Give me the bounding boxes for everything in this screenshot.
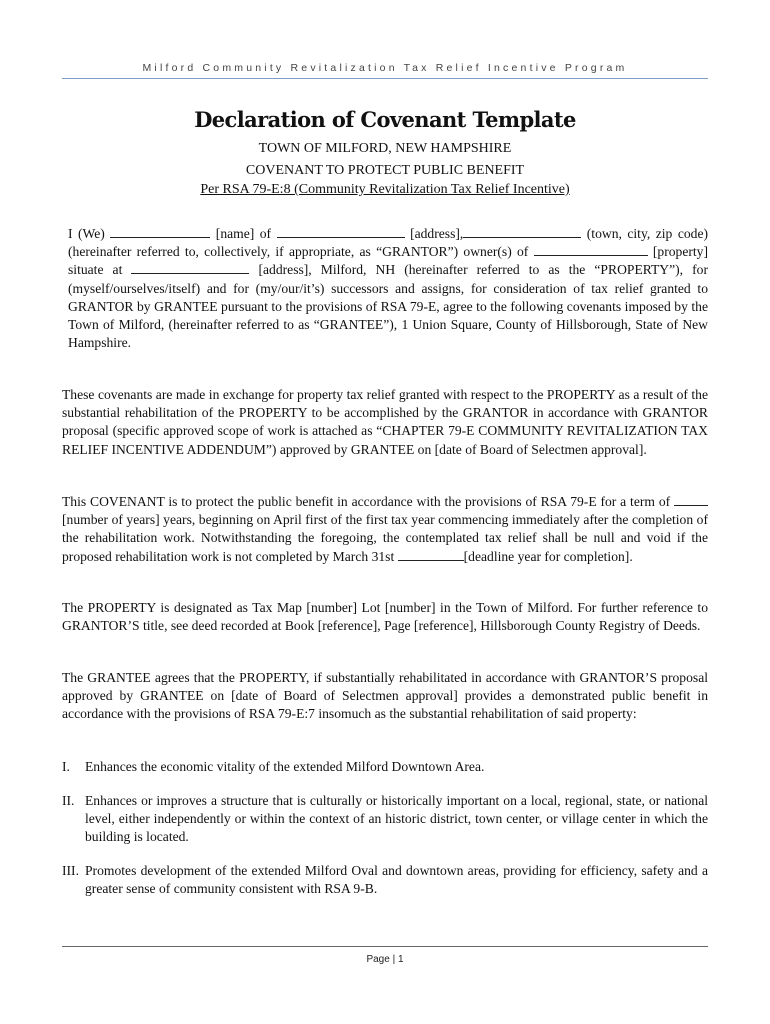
list-item-number: III. — [62, 863, 79, 878]
paragraph-grantor — [68, 225, 708, 352]
address-blank — [277, 225, 405, 238]
years-blank — [674, 493, 708, 506]
list-item — [62, 758, 708, 778]
town-blank — [463, 225, 581, 238]
paragraph-tax-map: The PROPERTY is designated as Tax Map [number] Lot [number] in the Town of Milford. For further reference to GRANTOR’S title, see deed recorded at Book [reference], Page [reference], Hillsborough County Registry of Deeds. — [62, 600, 708, 634]
list-item-number: II. — [62, 793, 75, 808]
paragraph-covenant-term — [62, 493, 708, 566]
subtitle-covenant: COVENANT TO PROTECT PUBLIC BENEFIT — [245, 163, 525, 178]
list-item-number: I. — [62, 759, 70, 774]
name-blank — [110, 225, 210, 238]
list-item — [62, 862, 708, 900]
p3-part-a: This COVENANT is to protect the public benefit in accordance with the provisions of RSA 79-E for a term of — [62, 494, 671, 509]
header-divider — [62, 78, 708, 79]
p1-part-c: [address], — [410, 226, 464, 241]
p1-part-b: [name] of — [215, 226, 272, 241]
property-address-blank — [131, 261, 249, 274]
list-item-text: Enhances or improves a structure that is culturally or historically important on a local, regional, state, or national level, either independently or within the context of an historic district, town center, or village center in which the building is located. — [85, 793, 708, 845]
subtitle-town: TOWN OF MILFORD, NEW HAMPSHIRE — [258, 141, 512, 156]
p1-part-e: [property] situate at — [68, 244, 708, 278]
list-item — [62, 792, 708, 848]
p1-part-f: [address], Milford, NH (hereinafter referred to as the “PROPERTY”), for (myself/ourselves/itself) and for (my/our/it’s) successors and assigns, for consideration of tax relief granted to GRANTOR by GRANTEE pursuant to the provisions of RSA 79-E, agree to the following covenants imposed by the Town of Milford, (hereinafter referred to as “GRANTEE”), 1 Union Square, County of Hillsborough, State of New Hampshire. — [68, 262, 708, 351]
deadline-blank — [398, 548, 464, 561]
paragraph-grantee-agrees: The GRANTEE agrees that the PROPERTY, if substantially rehabilitated in accordance with GRANTOR’S proposal approved by GRANTEE on [date of Board of Selectmen approval] provides a demonstrated public benefit in accordance with the provisions of RSA 79-E:7 insomuch as the substantial rehabilitation of said property: — [62, 670, 708, 722]
paragraph-covenants-exchange: These covenants are made in exchange for property tax relief granted with respect to the PROPERTY as a result of the substantial rehabilitation of the PROPERTY to be accomplished by the GRANTOR in accordance with GRANTOR proposal (specific approved scope of work is attached as “CHAPTER 79-E COMMUNITY REVITALIZATION TAX RELIEF INCENTIVE ADDENDUM”) approved by GRANTEE on [date of Board of Selectmen approval]. — [62, 387, 708, 457]
page-number: Page | 1 — [366, 954, 404, 965]
p1-part-a: I (We) — [68, 226, 105, 241]
list-item-text: Promotes development of the extended Milford Oval and downtown areas, providing for efficiency, safety and a greater sense of community consistent with RSA 9-B. — [85, 863, 708, 897]
p3-part-c: [deadline year for completion]. — [463, 548, 633, 564]
document-title: Declaration of Covenant Template — [194, 107, 576, 132]
subtitle-statute: Per RSA 79-E:8 (Community Revitalization Tax Relief Incentive) — [200, 182, 570, 197]
running-header: Milford Community Revitalization Tax Relief Incentive Program — [142, 62, 628, 74]
p1-part-d: (town, city, zip code) (hereinafter referred to, collectively, if appropriate, as “GRANTOR”) owner(s) of — [68, 226, 709, 260]
p3-part-b: [number of years] years, beginning on April first of the first tax year commencing immediately after the completion of the rehabilitation work. Notwithstanding the foregoing, the contemplated tax relief shall be null and void if the proposed rehabilitation work is not completed by March 31st — [62, 512, 708, 564]
property-blank — [534, 243, 648, 256]
footer-divider — [62, 946, 708, 947]
list-item-text: Enhances the economic vitality of the extended Milford Downtown Area. — [85, 759, 485, 774]
